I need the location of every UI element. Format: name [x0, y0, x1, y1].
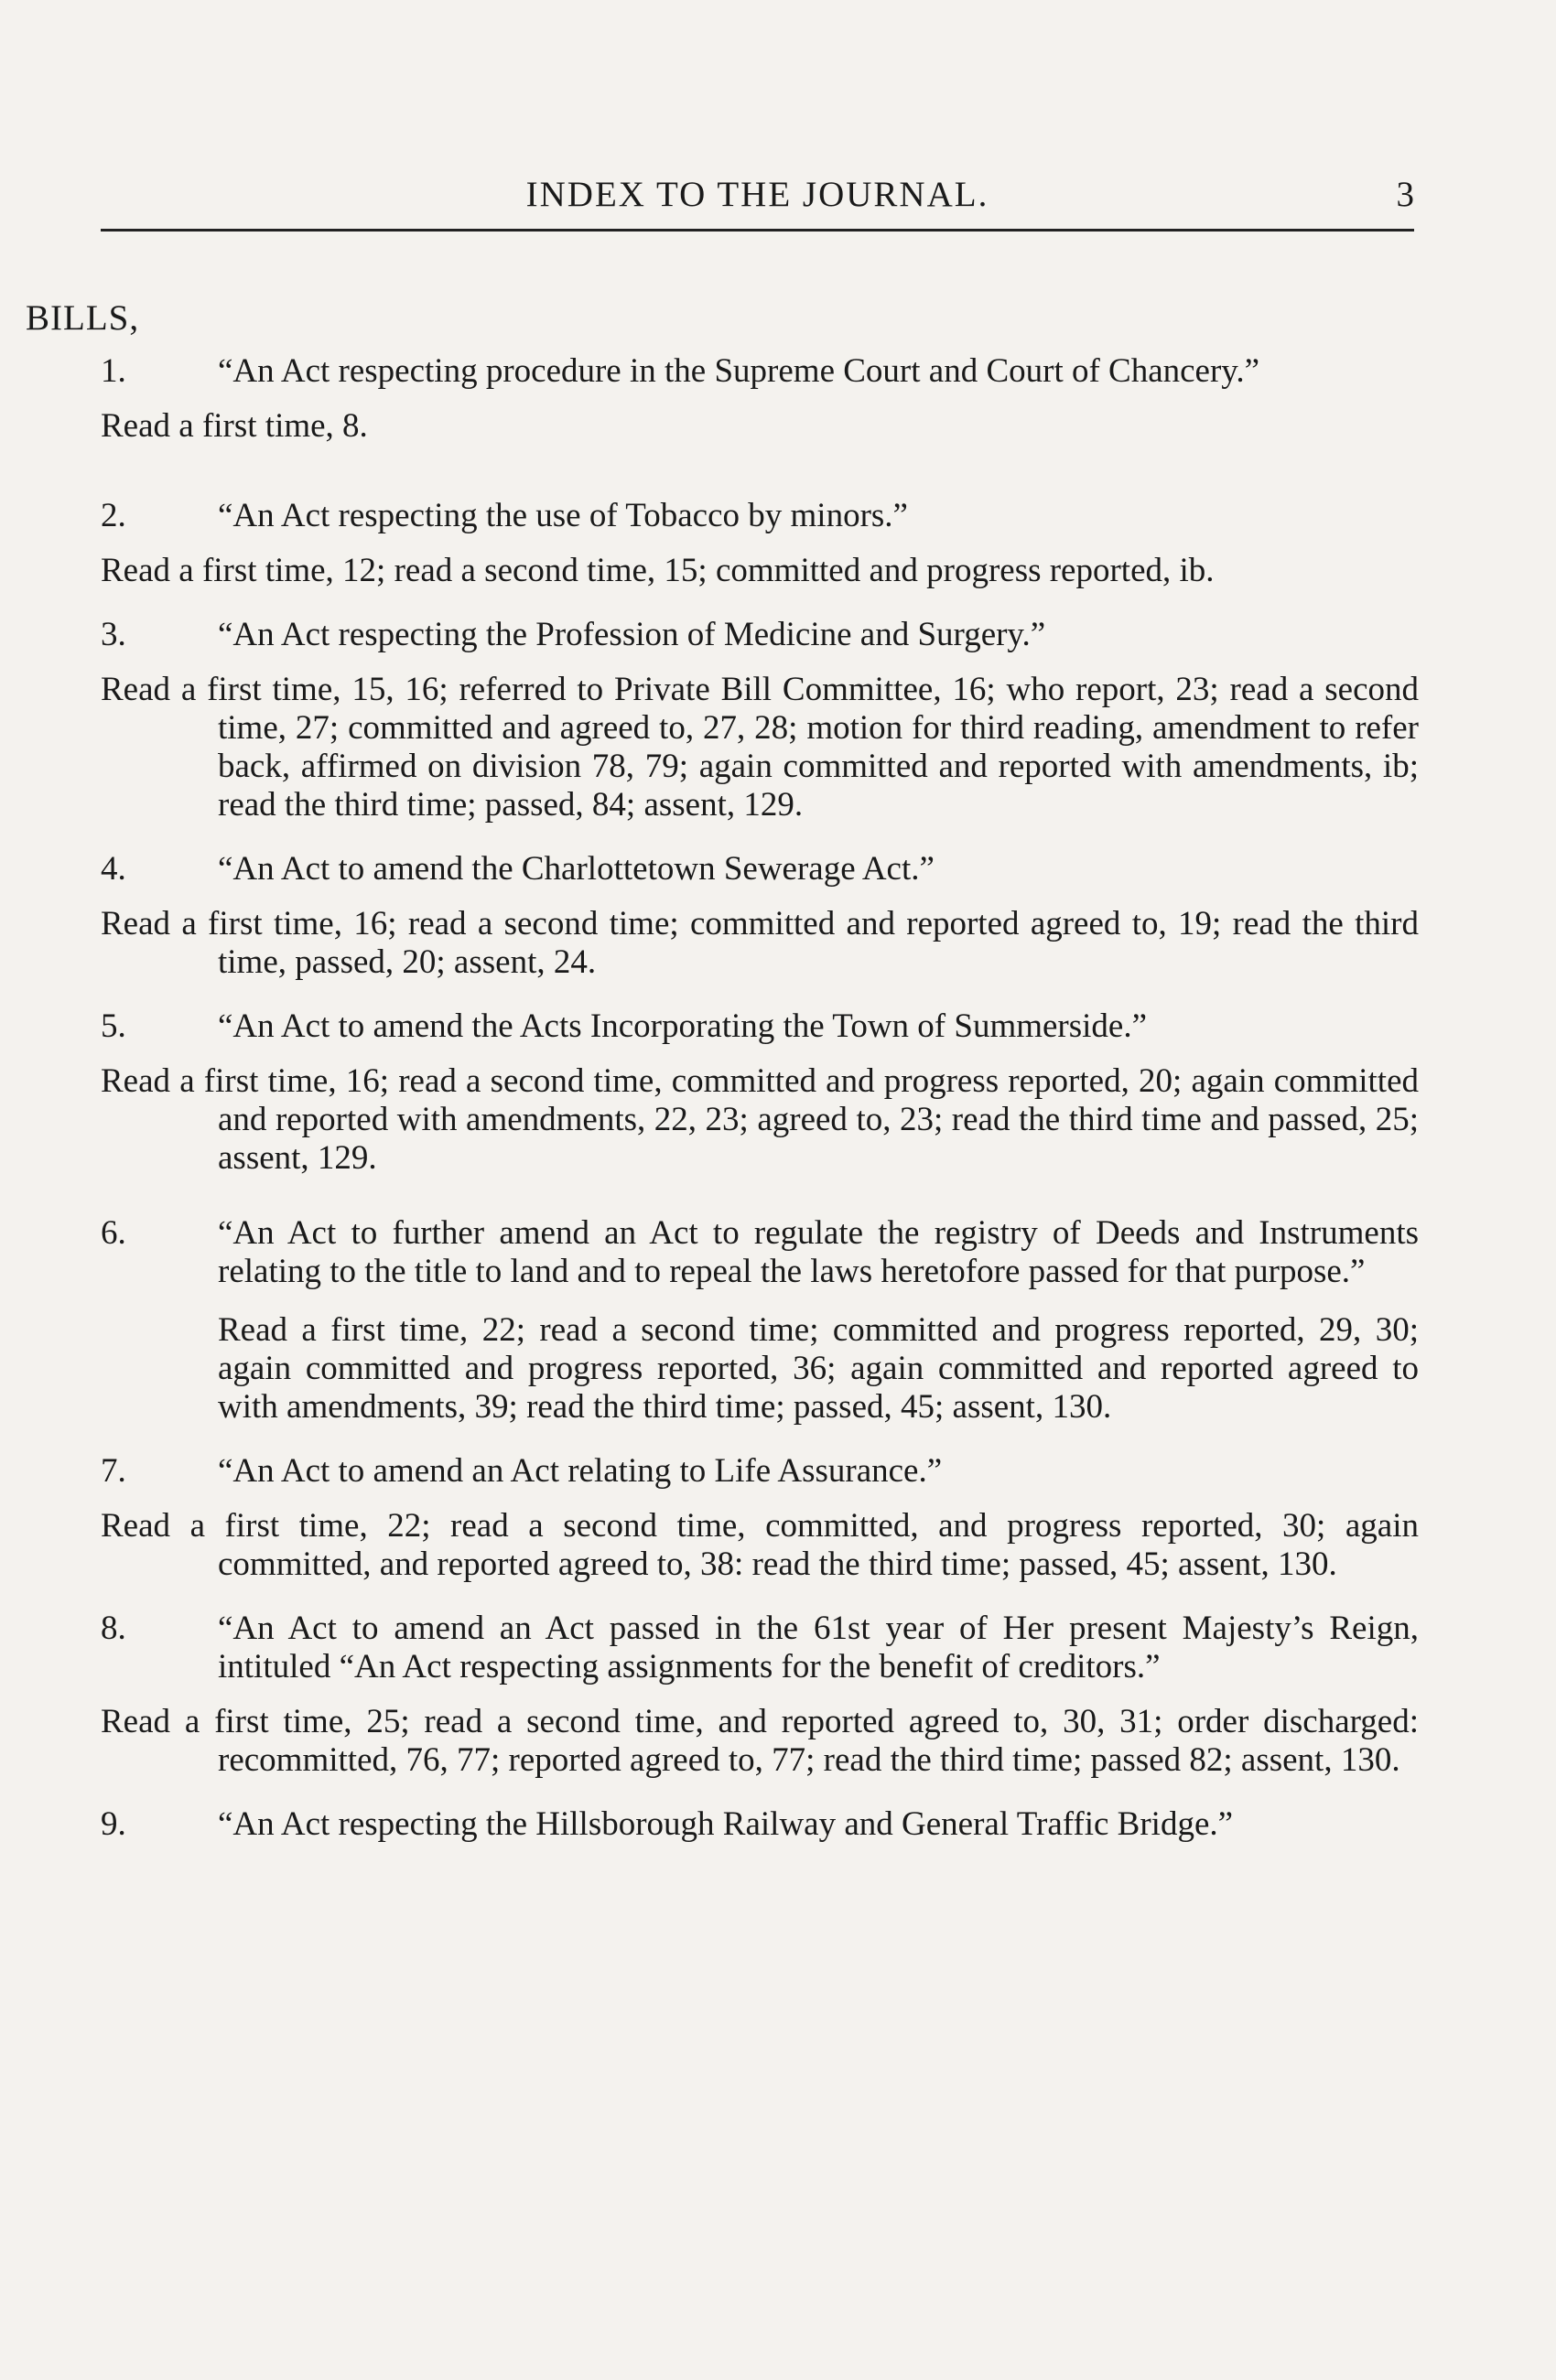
bill-entry: [101, 1610, 1419, 1780]
bill-proceedings: Read a first time, 16; read a second time, committed and progress reported, 20; again committed and reported with amendments, 22, 23; agreed to, 23; read the third time and passed, 25; assent, 129.: [101, 1062, 1419, 1177]
bill-proceedings: Read a first time, 8.: [101, 407, 368, 445]
bill-number: 7.: [101, 1452, 126, 1490]
bill-number: 5.: [101, 1007, 126, 1045]
bill-entry: [101, 352, 1419, 446]
running-title: INDEX TO THE JOURNAL.: [525, 175, 989, 214]
bill-proceedings: Read a first time, 22; read a second time, committed, and progress reported, 30; again committed, and reported agreed to, 38: read the third time; passed, 45; assent, 130.: [101, 1507, 1419, 1583]
section-heading: BILLS,: [26, 298, 140, 338]
bill-title: “An Act to amend the Acts Incorporating the Town of Summerside.”: [218, 1007, 1148, 1045]
bill-entry: [101, 1805, 1419, 1844]
bill-entry: [101, 850, 1419, 982]
bills-list: [101, 352, 1419, 1844]
bill-title: “An Act to amend an Act passed in the 61st year of Her present Majesty’s Reign, intituled “An Act respecting assignments for the benefit of creditors.”: [218, 1610, 1419, 1685]
bill-number: 4.: [101, 850, 126, 888]
bill-number: 3.: [101, 616, 126, 653]
page-header: [101, 174, 1414, 232]
bill-number: 9.: [101, 1805, 126, 1843]
bill-proceedings: Read a first time, 15, 16; referred to Private Bill Committee, 16; who report, 23; read a second time, 27; committed and agreed to, 27, 28; motion for third reading, amendment to refer back, affirmed on division 78, 79; again committed and reported with amendments, ib; read the third time; passed, 84; assent, 129.: [101, 671, 1419, 824]
bill-title: “An Act to further amend an Act to regulate the registry of Deeds and Instruments relating to the title to land and to repeal the laws heretofore passed for that purpose.”: [218, 1214, 1419, 1290]
page-number: 3: [1396, 175, 1414, 214]
bill-entry: [101, 616, 1419, 824]
bill-entry: [101, 1007, 1419, 1178]
bill-entry: [101, 1214, 1419, 1427]
bill-title: “An Act respecting procedure in the Supreme Court and Court of Chancery.”: [218, 352, 1260, 390]
bill-proceedings: Read a first time, 22; read a second time; committed and progress reported, 29, 30; again committed and progress reported, 36; again committed and reported agreed to with amendments, 39; read the third time; passed, 45; assent, 130.: [218, 1311, 1419, 1426]
bill-proceedings: Read a first time, 16; read a second time; committed and reported agreed to, 19; read the third time, passed, 20; assent, 24.: [101, 905, 1419, 981]
bill-number: 6.: [101, 1214, 126, 1252]
bill-proceedings: Read a first time, 12; read a second time, 15; committed and progress reported, ib.: [101, 552, 1215, 589]
bill-title: “An Act to amend an Act relating to Life Assurance.”: [218, 1452, 943, 1490]
bill-number: 1.: [101, 352, 126, 390]
bill-entry: [101, 497, 1419, 590]
bill-number: 2.: [101, 497, 126, 534]
bill-title: “An Act to amend the Charlottetown Sewerage Act.”: [218, 850, 935, 888]
bill-title: “An Act respecting the Hillsborough Railway and General Traffic Bridge.”: [218, 1805, 1234, 1843]
bill-title: “An Act respecting the Profession of Medicine and Surgery.”: [218, 616, 1046, 653]
bill-entry: [101, 1452, 1419, 1584]
bill-title: “An Act respecting the use of Tobacco by minors.”: [218, 497, 908, 534]
bill-number: 8.: [101, 1610, 126, 1647]
bill-proceedings: Read a first time, 25; read a second time, and reported agreed to, 30, 31; order discharged: recommitted, 76, 77; reported agreed to, 77; read the third time; passed 82; assent, 130.: [101, 1703, 1419, 1779]
